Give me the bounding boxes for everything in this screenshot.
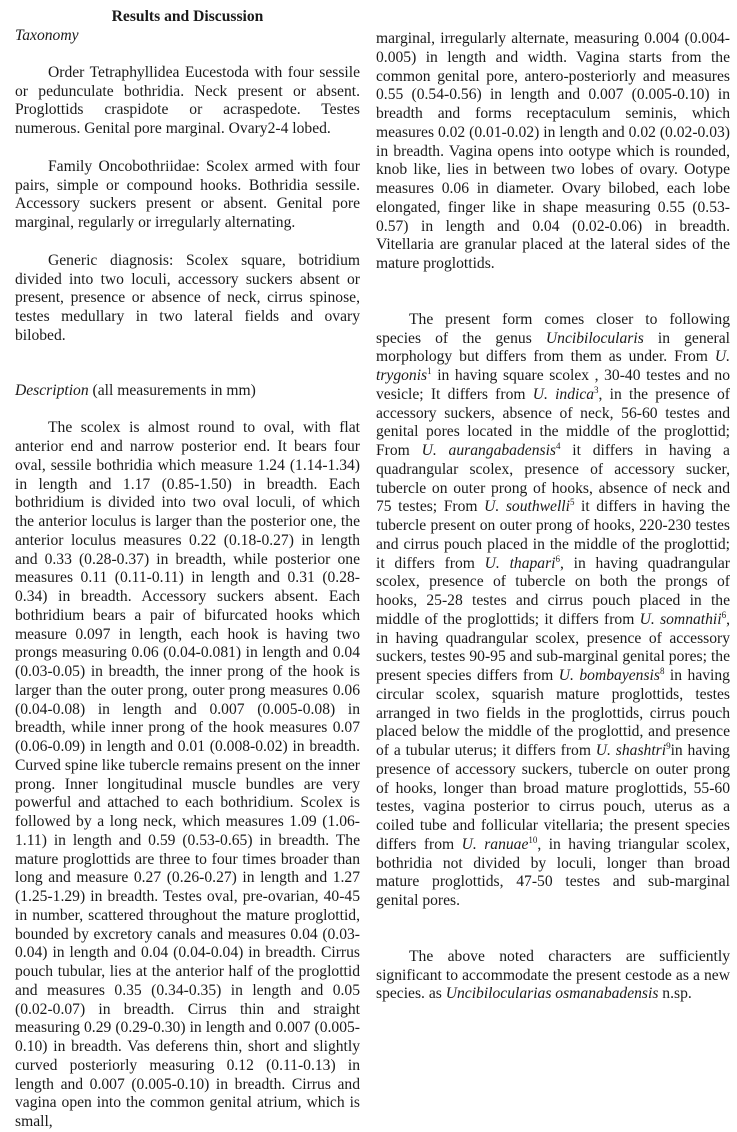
species-name: U. indica <box>532 385 595 403</box>
reference-superscript: 6 <box>721 609 727 620</box>
left-column <box>15 0 360 1132</box>
reference-superscript: 5 <box>569 497 575 508</box>
generic-diagnosis-paragraph: Generic diagnosis: Scolex square, botridium divided into two loculi, accessory suckers absent or present, presence or absence of neck, cirrus spinose, testes medullary in two lateral fields and ovary bilobed. <box>15 251 360 344</box>
discussion-text: , in the presence of accessory suckers, absence of neck, 56-60 testes and genital pores located in the middle of the proglottid; From <box>376 385 730 459</box>
reference-superscript: 6 <box>555 553 560 564</box>
discussion-text: , in having quadrangular scolex, presence of tubercle on both the prongs of hooks, 25-28 testes and cirrus pouch placed in the middle of the proglottids; it differs from <box>376 554 730 628</box>
discussion-text: , in having triangular scolex, bothridia not divided by loculi, longer than broad mature proglottids, 47-50 testes and sub-marginal genital pores. <box>376 835 730 909</box>
new-species-name: Uncibilocularias osmanabadensis <box>445 985 659 1003</box>
right-column <box>376 0 730 1004</box>
description-paragraph: The scolex is almost round to oval, with flat anterior end and narrow posterior end. It bears four oval, sessile bothridia which measure 1.24 (1.14-1.34) in length and 1.17 (0.85-1.50) in breadth. Each bothridium is divided into two oval loculi, of which the anterior loculus is larger than the posterior one, the anterior loculus measures 0.22 (0.18-0.27) in length and 0.33 (0.28-0.37) in breadth, while posterior one measures 0.11 (0.11-0.11) in length and 0.31 (0.28-0.34) in breadth. Accessory suckers absent. Each bothridium bears a pair of bifurcated hooks which measure 0.097 in length, each hook is having two prongs measuring 0.06 (0.04-0.081) in length and 0.04 (0.03-0.05) in breadth, the inner prong of the hook is larger than the outer prong, outer prong measures 0.06 (0.04-0.08) in length and 0.007 (0.005-0.08) in breadth, while inner prong of the hook measures 0.07 (0.06-0.09) in length and 0.01 (0.008-0.02) in breadth. Curved spine like tubercle remains present on the inner prong. Inner longitudinal muscle bundles are very powerful and attached to each bothridium. Scolex is followed by a long neck, which measures 1.09 (1.06-1.11) in length and 0.59 (0.53-0.65) in breadth. The mature proglottids are three to four times broader than long and measure 0.27 (0.26-0.27) in length and 1.27 (1.25-1.29) in breadth. Testes oval, pre-ovarian, 40-45 in number, scattered throughout the mature proglottid, bounded by excretory canals and measures 0.04 (0.03-0.04) in length and 0.04 (0.04-0.04) in breadth. Cirrus pouch tubular, lies at the anterior half of the proglottid and measures 0.35 (0.34-0.35) in length and 0.05 (0.02-0.07) in breadth. Cirrus thin and straight measuring 0.29 (0.29-0.30) in length and 0.007 (0.005-0.10) in breadth. Vas deferens thin, short and slightly curved posteriorly measuring 0.12 (0.11-0.13) in length and 0.007 (0.005-0.10) in breadth. Cirrus and vagina open into the common genital atrium, which is small, <box>15 419 360 1130</box>
conclusion-suffix: n.sp. <box>658 985 692 1003</box>
taxonomy-heading: Taxonomy <box>15 27 79 44</box>
order-paragraph: Order Tetraphyllidea Eucestoda with four sessile or pedunculate bothridia. Neck present or absent. Proglottids craspidote or acraspedote. Testes numerous. Genital pore marginal. Ovary2-4 lobed. <box>15 63 360 137</box>
section-heading: Results and Discussion <box>111 8 264 25</box>
reference-superscript: 10 <box>528 834 538 845</box>
reference-superscript: 1 <box>427 366 432 376</box>
conclusion-text: The above noted characters are sufficiently significant to accommodate the present cestode as a new species. as <box>376 947 730 1003</box>
species-name: U. somnathii <box>639 610 722 628</box>
species-name: U. aurangabadensis <box>421 442 556 459</box>
species-name: U. shashtri <box>595 742 667 759</box>
discussion-text: The present form comes closer to following species of the genus <box>376 310 730 347</box>
species-name: U. trygonis <box>376 348 730 384</box>
discussion-text: in having circular scolex, squarish mature proglottids, testes arranged in two fields in the proglottids, cirrus pouch placed below the middle of the proglottid, and presence of a tubular uterus; it differs from <box>376 667 730 759</box>
family-paragraph: Family Oncobothriidae: Scolex armed with four pairs, simple or compound hooks. Bothridia sessile. Accessory suckers present or absent. Genital pore marginal, regularly or irregularly alternating. <box>15 157 360 231</box>
description-heading-rest: (all measurements in mm) <box>88 381 256 399</box>
species-name: U. southwelli <box>484 498 570 516</box>
discussion-text: in having presence of accessory suckers, tubercle on outer prong of hooks, longer than broad mature proglottids, 55-60 testes, vagina posterior to cirrus pouch, uterus as a coiled tube and follicular vitellaria; the present species differs from <box>376 742 730 853</box>
species-name: U. bombayensis <box>558 667 660 684</box>
species-name: U. thapari <box>484 554 556 572</box>
discussion-text: it differs in having the tubercle present on outer prong of hooks, 220-230 testes and cirrus pouch placed in the middle of the proglottid; it differs from <box>376 498 730 572</box>
reference-superscript: 4 <box>555 441 561 451</box>
reference-superscript: 3 <box>594 384 599 395</box>
discussion-paragraph <box>376 311 730 911</box>
discussion-text: in general morphology but differs from them as under. From <box>376 329 731 366</box>
description-heading <box>15 382 360 401</box>
reference-superscript: 9 <box>666 741 671 751</box>
discussion-text: , in having quadrangular scolex, presence of accessory suckers, testes 90-95 and sub-marginal genital pores; the present species differs from <box>376 610 730 684</box>
reference-superscript: 8 <box>659 666 665 676</box>
description-heading-italic: Description <box>15 381 89 399</box>
species-name: Uncibilocularis <box>545 329 644 347</box>
discussion-text: it differs in having a quadrangular scolex, presence of accessory sucker, tubercle on outer prong of hooks, absence of neck and 75 testes; From <box>376 442 730 516</box>
conclusion-paragraph <box>376 948 730 1004</box>
discussion-text: in having square scolex , 30-40 testes and no vesicle; It differs from <box>376 367 730 403</box>
species-name: U. ranuae <box>461 835 529 853</box>
description-continuation: marginal, irregularly alternate, measuring 0.004 (0.004-0.005) in length and width. Vagina starts from the common genital pore, antero-posteriorly and measures 0.55 (0.54-0.56) in length and 0.007 (0.005-0.10) in breadth and forms receptaculum seminis, which measures 0.02 (0.01-0.02) in length and 0.02 (0.02-0.03) in breadth. Vagina opens into ootype which is rounded, knob like, lies in between two lobes of ovary. Ootype measures 0.06 in diameter. Ovary bilobed, each lobe elongated, finger like in shape measuring 0.55 (0.53-0.57) in length and 0.04 (0.02-0.06) in breadth. Vitellaria are granular placed at the lateral sides of the mature proglottids. <box>376 30 730 272</box>
